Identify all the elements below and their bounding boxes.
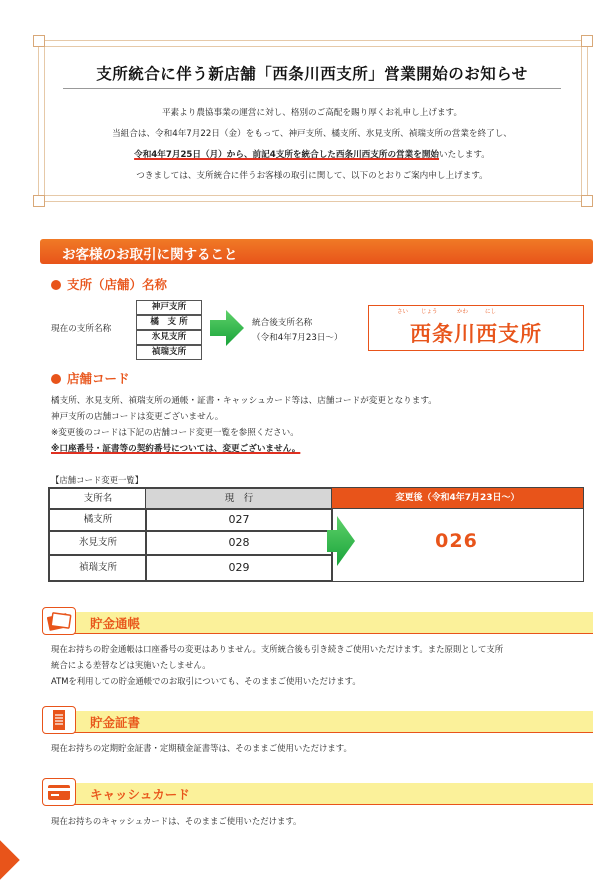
- notice-line-1: 平素より農協事業の運営に対し、格別のご高配を賜り厚くお礼申し上げます。: [161, 108, 463, 118]
- cash-card-title: キャッシュカード: [90, 787, 190, 802]
- section-title: お客様のお取引に関すること: [62, 247, 238, 263]
- table-row-branch: 氷見支所: [49, 530, 147, 556]
- certificate-icon-frame: [42, 706, 76, 734]
- arrow-right-icon: [210, 310, 244, 346]
- current-branch-item: 氷見支所: [136, 330, 202, 345]
- notice-line-2: 当組合は、令和4年7月22日（金）をもって、神戸支所、橘支所、氷見支所、禎瑞支所の営業を終了し、: [112, 129, 512, 139]
- table-row-code: 028: [145, 530, 333, 556]
- bullet-dot-icon: [51, 280, 61, 290]
- savings-cert-title-bar: [62, 711, 593, 733]
- after-branch-label: [252, 316, 343, 346]
- table-header-after: 変更後（令和4年7月23日～）: [331, 487, 584, 509]
- notice-line-3-rest: いたします。: [439, 150, 490, 160]
- store-code-line-3: ※変更後のコードは下記の店舗コード変更一覧を参照ください。: [51, 428, 299, 438]
- store-code-line-4: ※口座番号・証書等の契約番号については、変更ございません。: [51, 444, 301, 454]
- current-branch-item: 禎瑞支所: [136, 345, 202, 360]
- current-branch-label: 現在の支所名称: [51, 324, 112, 334]
- certificate-icon: [43, 707, 75, 733]
- table-caption: 【店舗コード変更一覧】: [51, 475, 144, 485]
- table-row-branch: 橘支所: [49, 508, 147, 532]
- savings-cert-line-1: 現在お持ちの定期貯金証書・定期積金証書等は、そのままご使用いただけます。: [51, 743, 352, 753]
- corner-decoration: [0, 840, 20, 880]
- title-divider: [63, 88, 561, 89]
- savings-book-line-3: ATMを利用しての貯金通帳でのお取引についても、そのままご使用いただけます。: [51, 676, 361, 686]
- passbook-icon: [43, 608, 75, 634]
- new-branch-name: 西条川西支所: [410, 322, 542, 346]
- table-row-code: 029: [145, 554, 333, 581]
- current-branch-item: 橘 支 所: [136, 315, 202, 330]
- store-code-line-1: 橘支所、氷見支所、禎瑞支所の通帳・証書・キャッシュカード等は、店舗コードが変更となります。: [51, 396, 437, 406]
- savings-cert-title: 貯金証書: [90, 715, 141, 730]
- savings-book-title: 貯金通帳: [90, 616, 141, 631]
- after-branch-label-text: 統合後支所名称: [252, 318, 313, 328]
- notice-line-3: [38, 148, 586, 160]
- credit-card-icon: [43, 779, 75, 805]
- ruby-text: さい: [397, 309, 409, 315]
- passbook-icon-frame: [42, 607, 76, 635]
- cash-card-icon-frame: [42, 778, 76, 806]
- ruby-text: にし: [485, 309, 497, 315]
- notice-line-4: つきましては、支所統合に伴うお客様の取引に関して、以下のとおりご案内申し上げます。: [136, 171, 488, 181]
- notice-highlight-text: 令和4年7月25日（月）から、前記4支所を統合した西条川西支所の営業を開始: [134, 150, 440, 160]
- table-row-code: 027: [145, 508, 333, 532]
- ruby-text: じょう: [421, 309, 438, 315]
- table-header-branch: 支所名: [49, 488, 147, 510]
- after-branch-date: （令和4年7月23日～）: [252, 333, 343, 343]
- bullet-dot-icon: [51, 374, 61, 384]
- frame-corner-ornament: [581, 35, 593, 47]
- frame-corner-ornament: [581, 195, 593, 207]
- savings-book-title-bar: [62, 612, 593, 634]
- table-header-current: 現 行: [145, 488, 333, 510]
- frame-corner-ornament: [33, 35, 45, 47]
- new-store-code: 026: [435, 530, 478, 552]
- cash-card-line-1: 現在お持ちのキャッシュカードは、そのままご使用いただけます。: [51, 816, 302, 826]
- store-code-line-2: 神戸支所の店舗コードは変更ございません。: [51, 412, 224, 422]
- store-code-heading: 店舗コード: [67, 371, 130, 386]
- frame-corner-ornament: [33, 195, 45, 207]
- table-row-branch: 禎瑞支所: [49, 554, 147, 581]
- savings-book-line-2: 統合による差替などは実施いたしません。: [51, 660, 211, 670]
- branch-heading: 支所（店舗）名称: [67, 277, 168, 292]
- savings-book-line-1: 現在お持ちの貯金通帳は口座番号の変更はありません。支所統合後も引き続きご使用いただけます。また原則として支所: [51, 644, 504, 654]
- current-branch-item: 神戸支所: [136, 300, 202, 315]
- notice-title: 支所統合に伴う新店舗「西条川西支所」営業開始のお知らせ: [96, 65, 528, 83]
- ruby-text: かわ: [457, 309, 469, 315]
